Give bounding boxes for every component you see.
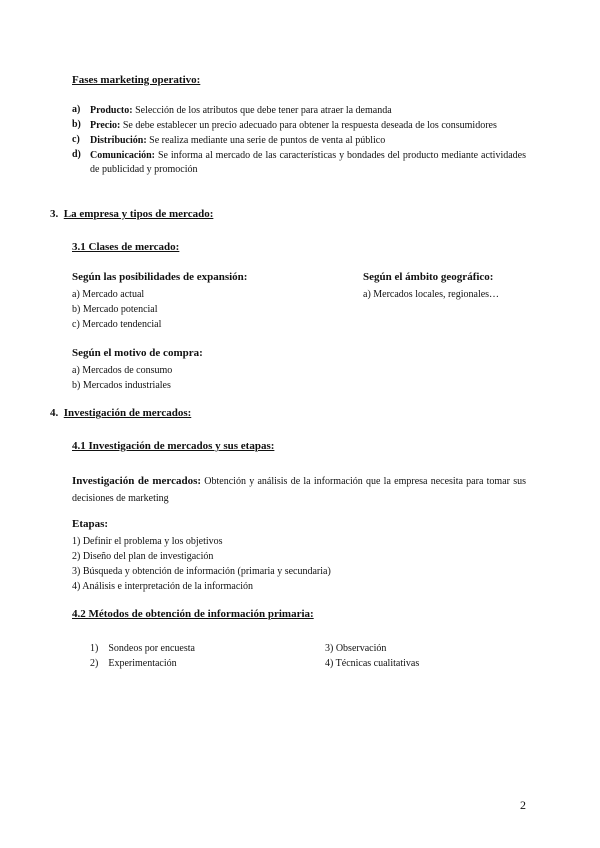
- item-term: Precio:: [90, 120, 121, 131]
- item-desc: Selección de los atributos que debe tener para atraer la demanda: [132, 105, 392, 116]
- page-number: 2: [520, 798, 526, 812]
- fases-list: [72, 104, 526, 177]
- list-item: c) Mercado tendencial: [72, 319, 162, 330]
- list-item: 1) Definir el problema y los objetivos: [72, 536, 223, 547]
- list-item: 3) Búsqueda y obtención de información (primaria y secundaria): [72, 566, 331, 577]
- list-item: b) Mercados industriales: [72, 380, 171, 391]
- item-label: d): [72, 149, 81, 160]
- section3-heading: [50, 208, 213, 220]
- item-term: Comunicación:: [90, 150, 155, 161]
- fases-item-producto: [72, 104, 526, 118]
- motivo-title: Según el motivo de compra:: [72, 347, 203, 359]
- section4-heading: [50, 407, 191, 419]
- item-desc: Se debe establecer un precio adecuado para obtener la respuesta deseada de los consumidores: [120, 120, 497, 131]
- item-text: [90, 134, 385, 148]
- item-label: c): [72, 134, 80, 145]
- list-item: 2) Diseño del plan de investigación: [72, 551, 214, 562]
- fases-item-comunicacion: [72, 149, 526, 177]
- definition-text: Obtención y análisis de la información que la empresa necesita para tomar sus decisiones de marketing: [72, 476, 527, 504]
- section4-number: 4.: [50, 407, 59, 419]
- expansion-list: [72, 287, 161, 332]
- metodos-list-left: [90, 641, 195, 671]
- item-text: [90, 104, 392, 118]
- section3-title: La empresa y tipos de mercado:: [63, 208, 214, 220]
- fases-title: Fases marketing operativo:: [72, 74, 201, 86]
- list-item: a) Mercados de consumo: [72, 365, 173, 376]
- fases-item-distribucion: [72, 134, 526, 148]
- section3-number: 3.: [50, 208, 59, 220]
- list-item: 3) Observación: [325, 643, 387, 654]
- list-item: 4) Análisis e interpretación de la información: [72, 581, 254, 592]
- list-item: 4) Técnicas cualitativas: [325, 658, 420, 669]
- item-term: Producto:: [90, 105, 133, 116]
- item-desc: Se informa al mercado de las características y bondades del producto mediante actividades de publicidad y promoción: [90, 150, 526, 175]
- item-desc: Se realiza mediante una serie de puntos de venta al público: [146, 135, 386, 146]
- section4-sub1: 4.1 Investigación de mercados y sus etapas:: [72, 440, 275, 452]
- list-item: 1) Sondeos por encuesta: [90, 643, 195, 654]
- metodos-list-right: [325, 641, 419, 671]
- section4-title: Investigación de mercados:: [63, 407, 192, 419]
- motivo-list: [72, 363, 172, 393]
- geo-list: [363, 287, 499, 302]
- item-text: [90, 149, 526, 177]
- etapas-title: Etapas:: [72, 518, 109, 530]
- expansion-title: Según las posibilidades de expansión:: [72, 271, 248, 283]
- etapas-list: [72, 534, 331, 594]
- list-item: a) Mercado actual: [72, 289, 145, 300]
- geo-title: Según el ámbito geográfico:: [363, 271, 494, 283]
- item-label: b): [72, 119, 81, 130]
- section4-sub2: 4.2 Métodos de obtención de información primaria:: [72, 608, 314, 620]
- definition-term: Investigación de mercados:: [72, 475, 202, 487]
- item-term: Distribución:: [90, 135, 147, 146]
- definition: [72, 472, 526, 506]
- list-item: b) Mercado potencial: [72, 304, 158, 315]
- list-item: 2) Experimentación: [90, 658, 177, 669]
- section3-subtitle: 3.1 Clases de mercado:: [72, 241, 180, 253]
- list-item: a) Mercados locales, regionales…: [363, 289, 500, 300]
- item-text: [90, 119, 497, 133]
- item-label: a): [72, 104, 81, 115]
- fases-item-precio: [72, 119, 526, 133]
